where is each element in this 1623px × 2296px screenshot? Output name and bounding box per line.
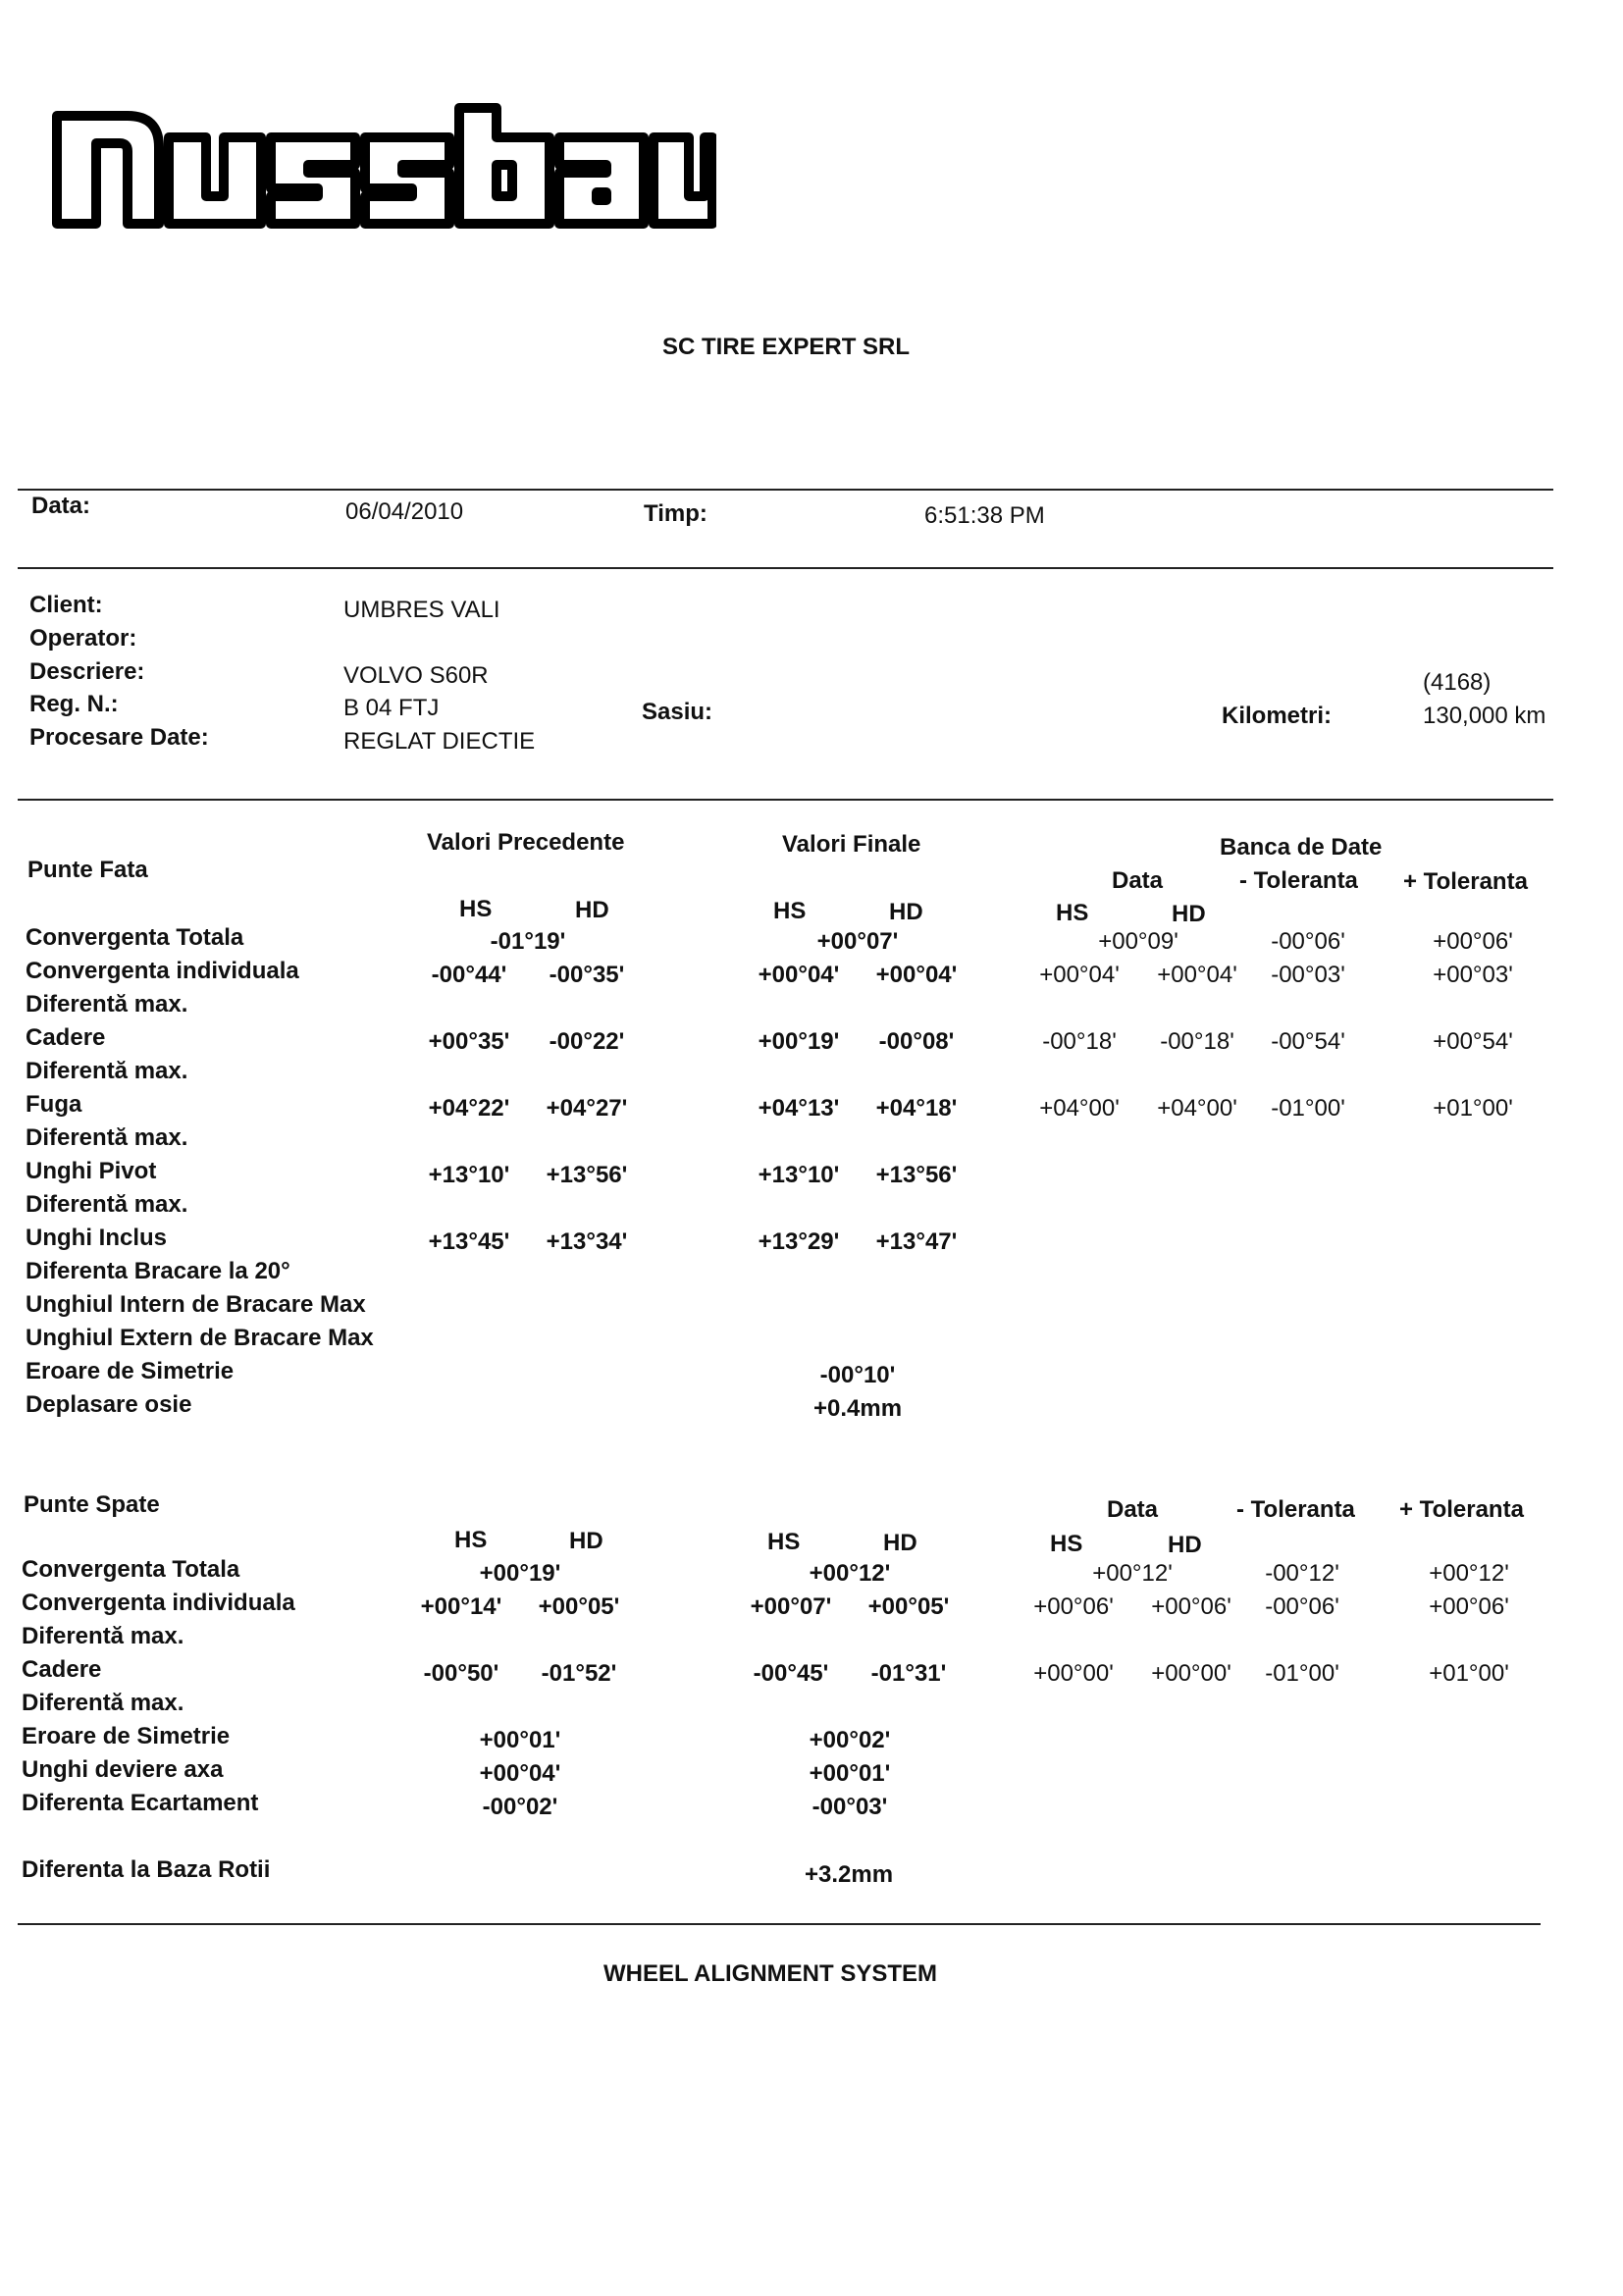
final-hd-value: +00°04' bbox=[875, 962, 958, 988]
header-tol-plus: + Toleranta bbox=[1403, 868, 1528, 895]
row-label: Diferenta Bracare la 20° bbox=[26, 1258, 290, 1284]
data-label: Data: bbox=[31, 493, 91, 519]
db-hs-value: +04°00' bbox=[1039, 1095, 1120, 1122]
final-hd-value: +13°56' bbox=[875, 1162, 958, 1188]
row-label: Eroare de Simetrie bbox=[22, 1723, 231, 1749]
final-hs-value: +00°19' bbox=[758, 1028, 840, 1055]
col-hd: HD bbox=[889, 899, 923, 925]
header-prev: Valori Precedente bbox=[427, 829, 625, 856]
row-label: Diferentă max. bbox=[26, 1058, 188, 1084]
db-hd-value: +00°00' bbox=[1151, 1660, 1231, 1687]
prev-hs-value: +13°10' bbox=[428, 1162, 510, 1188]
timp-label: Timp: bbox=[644, 500, 707, 527]
header-tol-plus: + Toleranta bbox=[1399, 1496, 1524, 1523]
tol-plus-value: +00°12' bbox=[1429, 1560, 1509, 1587]
col-hd: HD bbox=[575, 897, 609, 923]
final-hd-value: +04°18' bbox=[875, 1095, 958, 1122]
row-label: Convergenta individuala bbox=[26, 958, 299, 984]
prev-hd-value: +13°56' bbox=[546, 1162, 628, 1188]
db-hs-value: +00°00' bbox=[1033, 1660, 1114, 1687]
final-hs-value: +00°04' bbox=[758, 962, 840, 988]
col-hs: HS bbox=[459, 896, 493, 922]
db-hd-value: -00°18' bbox=[1160, 1028, 1234, 1055]
col-hs: HS bbox=[1056, 900, 1089, 926]
row-label: Cadere bbox=[26, 1024, 106, 1051]
tol-plus-value: +00°03' bbox=[1433, 962, 1513, 988]
company-name: SC TIRE EXPERT SRL bbox=[662, 334, 911, 360]
col-hs: HS bbox=[767, 1529, 801, 1555]
tol-minus-value: -00°54' bbox=[1271, 1028, 1345, 1055]
final-hs-value: +13°29' bbox=[758, 1228, 840, 1255]
db-hs-value: +00°06' bbox=[1033, 1593, 1114, 1620]
row-label: Convergenta Totala bbox=[26, 924, 244, 951]
prev-hd-value: -00°35' bbox=[549, 962, 625, 988]
final-hd-value: +13°47' bbox=[875, 1228, 958, 1255]
col-hs: HS bbox=[1050, 1531, 1083, 1557]
row-label: Unghiul Extern de Bracare Max bbox=[26, 1325, 374, 1351]
final-hs-value: +04°13' bbox=[758, 1095, 840, 1122]
final-hs-value: -00°45' bbox=[753, 1660, 829, 1687]
tol-plus-value: +00°54' bbox=[1433, 1028, 1513, 1055]
row-label: Convergenta Totala bbox=[22, 1556, 240, 1583]
header-tol-minus: - Toleranta bbox=[1236, 1496, 1355, 1523]
final-total-value: -00°10' bbox=[819, 1362, 896, 1388]
final-hd-value: +00°05' bbox=[867, 1593, 950, 1620]
final-total-value: +00°02' bbox=[809, 1727, 891, 1753]
baza-label: Diferenta la Baza Rotii bbox=[22, 1856, 271, 1883]
client-value: UMBRES VALI bbox=[343, 597, 500, 623]
header-tol-minus: - Toleranta bbox=[1239, 867, 1358, 894]
nussbaum-logo bbox=[49, 98, 716, 235]
final-total-value: -00°03' bbox=[812, 1794, 888, 1820]
tol-plus-value: +00°06' bbox=[1429, 1593, 1509, 1620]
row-label: Deplasare osie bbox=[26, 1391, 192, 1418]
row-label: Eroare de Simetrie bbox=[26, 1358, 235, 1384]
reg-label: Reg. N.: bbox=[29, 691, 119, 717]
divider bbox=[18, 799, 1553, 801]
row-label: Diferentă max. bbox=[26, 1124, 188, 1151]
prev-total-value: +00°19' bbox=[479, 1560, 561, 1587]
prev-total-value: +00°04' bbox=[479, 1760, 561, 1787]
operator-label: Operator: bbox=[29, 625, 137, 652]
db-total-value: +00°12' bbox=[1092, 1560, 1173, 1587]
db-total-value: +00°09' bbox=[1098, 928, 1178, 955]
tol-minus-value: -01°00' bbox=[1265, 1660, 1339, 1687]
tol-minus-value: -00°12' bbox=[1265, 1560, 1339, 1587]
descriere-label: Descriere: bbox=[29, 658, 145, 685]
db-hd-value: +00°06' bbox=[1151, 1593, 1231, 1620]
header-final: Valori Finale bbox=[782, 831, 921, 858]
row-label: Diferentă max. bbox=[26, 1191, 188, 1218]
row-label: Unghi deviere axa bbox=[22, 1756, 224, 1783]
final-hd-value: -00°08' bbox=[878, 1028, 955, 1055]
final-total-value: +00°01' bbox=[809, 1760, 891, 1787]
client-label: Client: bbox=[29, 592, 103, 618]
db-hd-value: +04°00' bbox=[1157, 1095, 1237, 1122]
prev-hd-value: +04°27' bbox=[546, 1095, 628, 1122]
tol-minus-value: -00°03' bbox=[1271, 962, 1345, 988]
data-value: 06/04/2010 bbox=[345, 498, 464, 525]
prev-hs-value: +13°45' bbox=[428, 1228, 510, 1255]
divider bbox=[18, 489, 1553, 491]
final-total-value: +0.4mm bbox=[812, 1395, 903, 1422]
row-label: Unghiul Intern de Bracare Max bbox=[26, 1291, 366, 1318]
prev-hd-value: -00°22' bbox=[549, 1028, 625, 1055]
col-hs: HS bbox=[454, 1527, 488, 1553]
prev-total-value: -00°02' bbox=[482, 1794, 558, 1820]
divider bbox=[18, 1923, 1541, 1925]
divider bbox=[18, 567, 1553, 569]
descriere-value: VOLVO S60R bbox=[343, 662, 489, 689]
final-hd-value: -01°31' bbox=[870, 1660, 947, 1687]
tol-minus-value: -00°06' bbox=[1265, 1593, 1339, 1620]
prev-hd-value: -01°52' bbox=[541, 1660, 617, 1687]
prev-hd-value: +00°05' bbox=[538, 1593, 620, 1620]
tol-minus-value: -00°06' bbox=[1271, 928, 1345, 955]
db-hd-value: +00°04' bbox=[1157, 962, 1237, 988]
row-label: Diferentă max. bbox=[22, 1623, 184, 1649]
col-hd: HD bbox=[1168, 1532, 1202, 1558]
prev-total-value: +00°01' bbox=[479, 1727, 561, 1753]
col-hd: HD bbox=[883, 1530, 917, 1556]
prev-hs-value: -00°44' bbox=[431, 962, 507, 988]
row-label: Diferentă max. bbox=[22, 1690, 184, 1716]
rear-title: Punte Spate bbox=[24, 1491, 160, 1518]
prev-hs-value: +04°22' bbox=[428, 1095, 510, 1122]
final-hs-value: +13°10' bbox=[758, 1162, 840, 1188]
row-label: Unghi Inclus bbox=[26, 1225, 167, 1251]
row-label: Fuga bbox=[26, 1091, 82, 1118]
final-hs-value: +00°07' bbox=[750, 1593, 832, 1620]
tol-minus-value: -01°00' bbox=[1271, 1095, 1345, 1122]
db-hs-value: +00°04' bbox=[1039, 962, 1120, 988]
front-title: Punte Fata bbox=[27, 857, 148, 883]
col-hs: HS bbox=[773, 898, 807, 924]
reg-value: B 04 FTJ bbox=[343, 695, 440, 721]
footer-title: WHEEL ALIGNMENT SYSTEM bbox=[603, 1960, 938, 1987]
row-label: Diferenta Ecartament bbox=[22, 1790, 259, 1816]
procesare-value: REGLAT DIECTIE bbox=[343, 728, 536, 755]
prev-hd-value: +13°34' bbox=[546, 1228, 628, 1255]
row-label: Unghi Pivot bbox=[26, 1158, 157, 1184]
row-label: Cadere bbox=[22, 1656, 102, 1683]
db-hs-value: -00°18' bbox=[1042, 1028, 1117, 1055]
col-hd: HD bbox=[569, 1528, 603, 1554]
km-value: 130,000 km bbox=[1423, 703, 1546, 729]
row-label: Convergenta individuala bbox=[22, 1590, 295, 1616]
tol-plus-value: +01°00' bbox=[1429, 1660, 1509, 1687]
prev-hs-value: -00°50' bbox=[423, 1660, 499, 1687]
final-total-value: +00°07' bbox=[816, 928, 899, 955]
tol-plus-value: +01°00' bbox=[1433, 1095, 1513, 1122]
final-total-value: +00°12' bbox=[809, 1560, 891, 1587]
tol-plus-value: +00°06' bbox=[1433, 928, 1513, 955]
header-db: Banca de Date bbox=[1220, 834, 1383, 861]
header-data: Data bbox=[1107, 1496, 1159, 1523]
timp-value: 6:51:38 PM bbox=[924, 502, 1045, 529]
header-data: Data bbox=[1112, 867, 1164, 894]
row-label: Diferentă max. bbox=[26, 991, 188, 1018]
col-hd: HD bbox=[1172, 901, 1206, 927]
procesare-label: Procesare Date: bbox=[29, 724, 209, 751]
baza-value: +3.2mm bbox=[804, 1861, 894, 1888]
prev-total-value: -01°19' bbox=[490, 928, 566, 955]
km-code: (4168) bbox=[1423, 669, 1492, 696]
prev-hs-value: +00°14' bbox=[420, 1593, 502, 1620]
sasiu-label: Sasiu: bbox=[642, 699, 713, 725]
km-label: Kilometri: bbox=[1222, 703, 1333, 729]
prev-hs-value: +00°35' bbox=[428, 1028, 510, 1055]
